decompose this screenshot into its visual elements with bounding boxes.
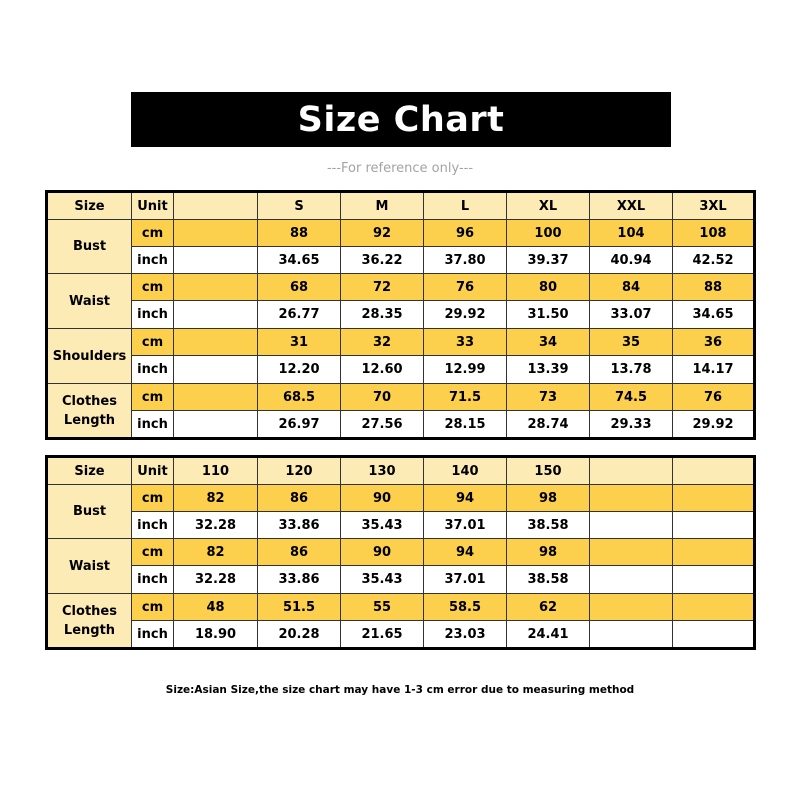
value-cell: 40.94: [590, 247, 673, 274]
value-cell: 38.58: [507, 566, 590, 594]
value-cell: [174, 274, 258, 301]
measurement-row-cm: [47, 594, 755, 621]
measurement-row-inch: [47, 566, 755, 594]
value-cell: 96: [424, 220, 507, 247]
value-cell: 92: [341, 220, 424, 247]
value-cell: 42.52: [673, 247, 755, 274]
value-cell: [673, 566, 755, 594]
value-cell: 35: [590, 329, 673, 356]
value-cell: [590, 512, 673, 539]
header-cell: Size: [47, 192, 132, 220]
value-cell: [174, 247, 258, 274]
unit-inch: inch: [132, 301, 174, 329]
value-cell: 12.99: [424, 356, 507, 384]
value-cell: 39.37: [507, 247, 590, 274]
header-cell: Unit: [132, 457, 174, 485]
value-cell: 14.17: [673, 356, 755, 384]
value-cell: 12.20: [258, 356, 341, 384]
measurement-row-inch: [47, 411, 755, 439]
value-cell: 33.86: [258, 566, 341, 594]
value-cell: 68.5: [258, 384, 341, 411]
reference-note: ---For reference only---: [326, 161, 474, 176]
value-cell: 33.86: [258, 512, 341, 539]
value-cell: [590, 566, 673, 594]
value-cell: [673, 621, 755, 649]
header-cell: S: [258, 192, 341, 220]
value-cell: [590, 485, 673, 512]
value-cell: [174, 384, 258, 411]
value-cell: 29.92: [673, 411, 755, 439]
measurement-label: Shoulders: [47, 329, 132, 384]
measurement-row-inch: [47, 512, 755, 539]
header-cell: M: [341, 192, 424, 220]
header-cell: [174, 192, 258, 220]
value-cell: [174, 411, 258, 439]
header-cell: Size: [47, 457, 132, 485]
value-cell: 32: [341, 329, 424, 356]
value-cell: [673, 594, 755, 621]
value-cell: 98: [507, 539, 590, 566]
measurement-row-inch: [47, 301, 755, 329]
value-cell: 26.77: [258, 301, 341, 329]
unit-inch: inch: [132, 621, 174, 649]
value-cell: 20.28: [258, 621, 341, 649]
footnote: Size:Asian Size,the size chart may have 1-3 cm error due to measuring method: [165, 684, 635, 696]
unit-cm: cm: [132, 485, 174, 512]
value-cell: [174, 329, 258, 356]
value-cell: 70: [341, 384, 424, 411]
value-cell: 62: [507, 594, 590, 621]
value-cell: [590, 621, 673, 649]
measurement-row-inch: [47, 621, 755, 649]
measurement-row-cm: [47, 539, 755, 566]
size-table-adult: [45, 190, 756, 440]
value-cell: 34: [507, 329, 590, 356]
value-cell: 13.39: [507, 356, 590, 384]
value-cell: [174, 356, 258, 384]
unit-cm: cm: [132, 594, 174, 621]
value-cell: 100: [507, 220, 590, 247]
unit-cm: cm: [132, 329, 174, 356]
measurement-row-inch: [47, 356, 755, 384]
value-cell: [673, 485, 755, 512]
value-cell: 37.01: [424, 566, 507, 594]
value-cell: [590, 539, 673, 566]
header-cell: Unit: [132, 192, 174, 220]
value-cell: 55: [341, 594, 424, 621]
value-cell: 27.56: [341, 411, 424, 439]
value-cell: 104: [590, 220, 673, 247]
value-cell: 36.22: [341, 247, 424, 274]
value-cell: 80: [507, 274, 590, 301]
measurement-label: Clothes Length: [47, 384, 132, 439]
value-cell: 90: [341, 485, 424, 512]
measurement-label: Bust: [47, 485, 132, 539]
unit-inch: inch: [132, 411, 174, 439]
value-cell: 31: [258, 329, 341, 356]
measurement-label: Clothes Length: [47, 594, 132, 649]
value-cell: 73: [507, 384, 590, 411]
unit-cm: cm: [132, 220, 174, 247]
value-cell: [174, 220, 258, 247]
measurement-label: Bust: [47, 220, 132, 274]
header-cell: 3XL: [673, 192, 755, 220]
value-cell: 35.43: [341, 566, 424, 594]
value-cell: 76: [424, 274, 507, 301]
header-row: [47, 457, 755, 485]
unit-cm: cm: [132, 274, 174, 301]
measurement-row-cm: [47, 485, 755, 512]
value-cell: 36: [673, 329, 755, 356]
unit-inch: inch: [132, 566, 174, 594]
value-cell: 26.97: [258, 411, 341, 439]
header-cell: 150: [507, 457, 590, 485]
unit-cm: cm: [132, 384, 174, 411]
measurement-row-inch: [47, 247, 755, 274]
value-cell: [673, 512, 755, 539]
value-cell: 13.78: [590, 356, 673, 384]
header-cell: [673, 457, 755, 485]
header-cell: [590, 457, 673, 485]
unit-inch: inch: [132, 512, 174, 539]
unit-cm: cm: [132, 539, 174, 566]
measurement-row-cm: [47, 384, 755, 411]
value-cell: 32.28: [174, 512, 258, 539]
unit-inch: inch: [132, 247, 174, 274]
header-cell: 140: [424, 457, 507, 485]
header-cell: 110: [174, 457, 258, 485]
value-cell: 18.90: [174, 621, 258, 649]
value-cell: 37.01: [424, 512, 507, 539]
value-cell: 34.65: [673, 301, 755, 329]
value-cell: 88: [258, 220, 341, 247]
value-cell: 29.92: [424, 301, 507, 329]
value-cell: 86: [258, 539, 341, 566]
value-cell: 35.43: [341, 512, 424, 539]
header-cell: XL: [507, 192, 590, 220]
value-cell: 33: [424, 329, 507, 356]
value-cell: 108: [673, 220, 755, 247]
value-cell: 21.65: [341, 621, 424, 649]
value-cell: 84: [590, 274, 673, 301]
value-cell: 88: [673, 274, 755, 301]
value-cell: 12.60: [341, 356, 424, 384]
measurement-row-cm: [47, 274, 755, 301]
measurement-label: Waist: [47, 539, 132, 594]
value-cell: [673, 539, 755, 566]
measurement-row-cm: [47, 329, 755, 356]
value-cell: [174, 301, 258, 329]
value-cell: 28.15: [424, 411, 507, 439]
size-table-kids: [45, 455, 756, 650]
value-cell: 76: [673, 384, 755, 411]
value-cell: 48: [174, 594, 258, 621]
value-cell: 24.41: [507, 621, 590, 649]
value-cell: 68: [258, 274, 341, 301]
value-cell: 31.50: [507, 301, 590, 329]
value-cell: 82: [174, 539, 258, 566]
value-cell: 82: [174, 485, 258, 512]
value-cell: 37.80: [424, 247, 507, 274]
value-cell: 94: [424, 539, 507, 566]
unit-inch: inch: [132, 356, 174, 384]
header-cell: 120: [258, 457, 341, 485]
header-cell: 130: [341, 457, 424, 485]
value-cell: 72: [341, 274, 424, 301]
value-cell: 23.03: [424, 621, 507, 649]
header-cell: L: [424, 192, 507, 220]
value-cell: 28.74: [507, 411, 590, 439]
value-cell: 98: [507, 485, 590, 512]
value-cell: 28.35: [341, 301, 424, 329]
value-cell: 34.65: [258, 247, 341, 274]
value-cell: 58.5: [424, 594, 507, 621]
value-cell: 90: [341, 539, 424, 566]
value-cell: 86: [258, 485, 341, 512]
value-cell: 71.5: [424, 384, 507, 411]
measurement-label: Waist: [47, 274, 132, 329]
page-title: Size Chart: [131, 92, 671, 147]
value-cell: 32.28: [174, 566, 258, 594]
value-cell: 74.5: [590, 384, 673, 411]
header-row: [47, 192, 755, 220]
measurement-row-cm: [47, 220, 755, 247]
header-cell: XXL: [590, 192, 673, 220]
value-cell: [590, 594, 673, 621]
value-cell: 33.07: [590, 301, 673, 329]
value-cell: 94: [424, 485, 507, 512]
value-cell: 29.33: [590, 411, 673, 439]
value-cell: 51.5: [258, 594, 341, 621]
value-cell: 38.58: [507, 512, 590, 539]
